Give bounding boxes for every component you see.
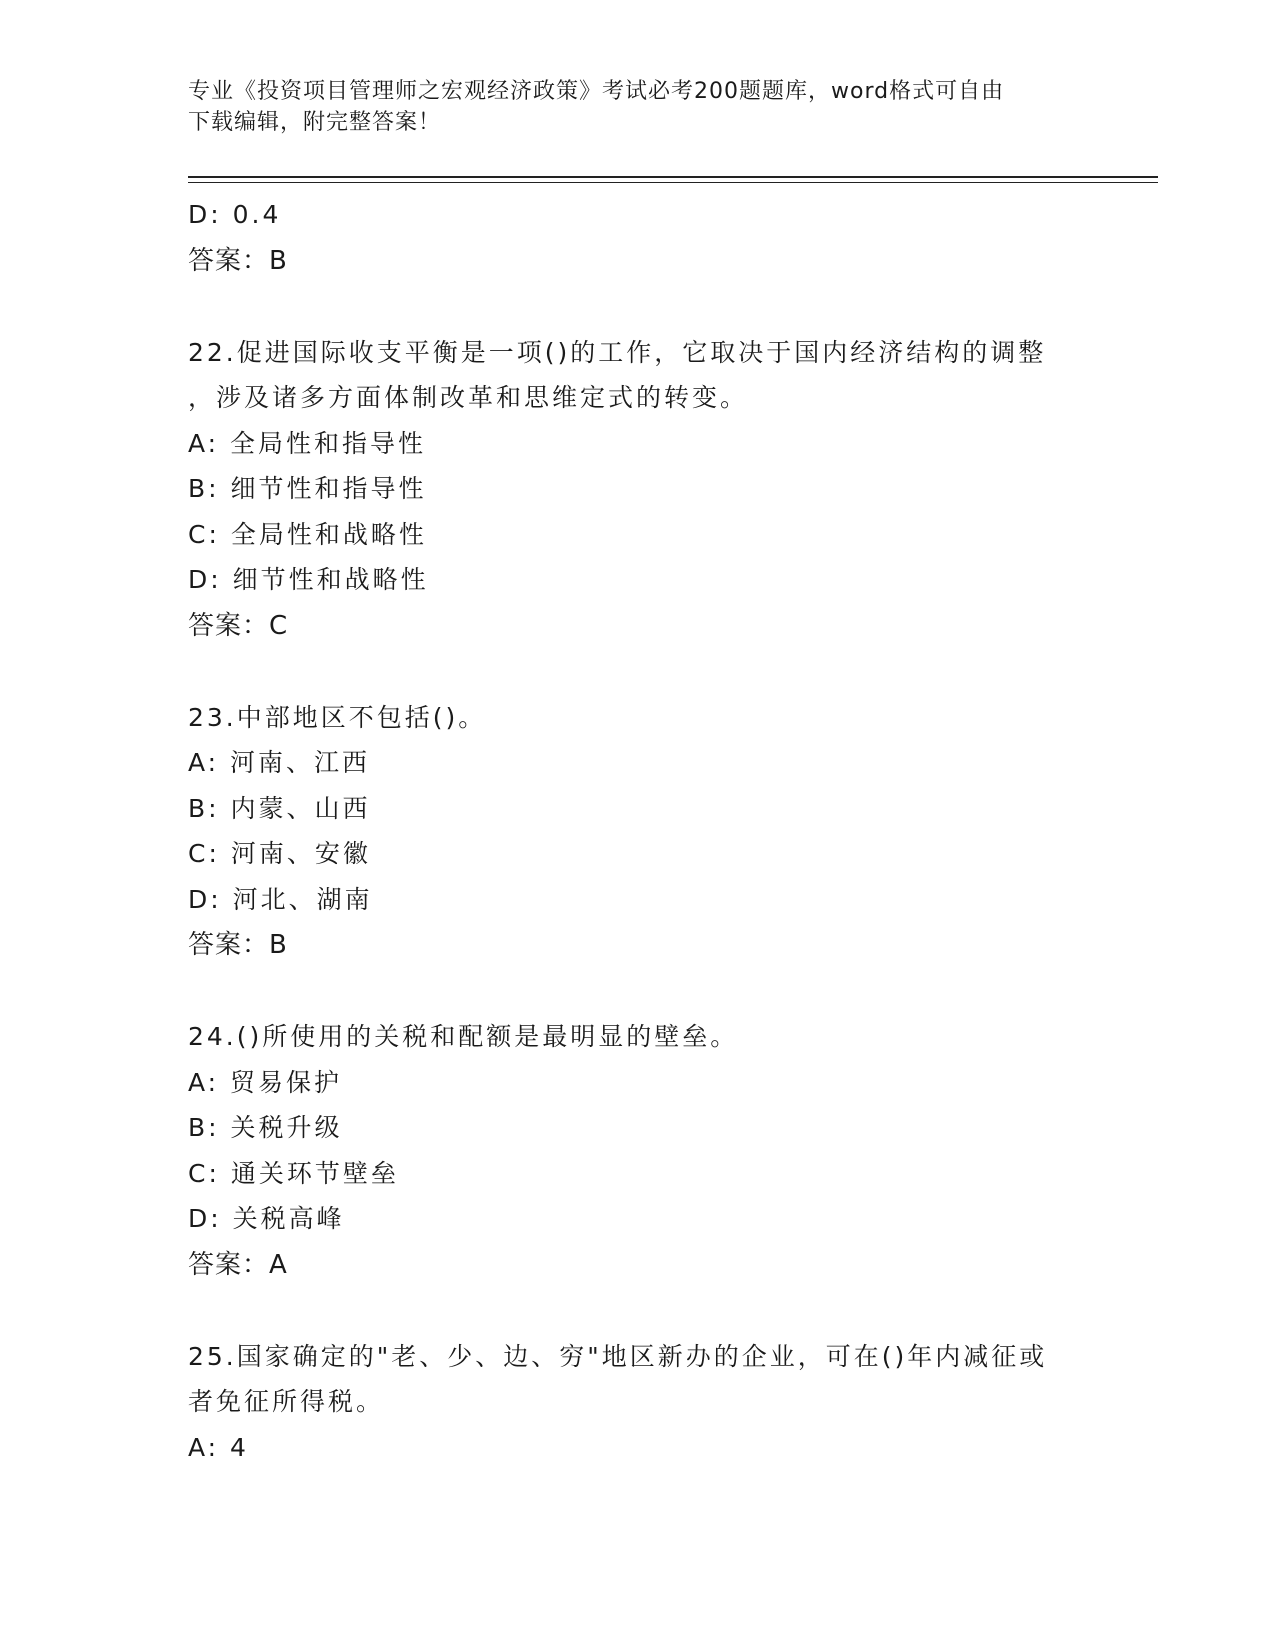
question-content (188, 192, 1148, 1470)
question-23 (188, 695, 1148, 969)
option-c: C: 通关环节壁垒 (188, 1158, 399, 1188)
question-title: 23.中部地区不包括()。 (188, 702, 487, 732)
question-title: 24.()所使用的关税和配额是最明显的壁垒。 (188, 1022, 739, 1051)
option-d: D: 河北、湖南 (188, 884, 373, 914)
answer: 答案：B (188, 245, 288, 276)
question-title: 25.国家确定的"老、少、边、穷"地区新办的企业，可在()年内减征或 (188, 1341, 1048, 1371)
answer: 答案：B (188, 930, 288, 960)
option-d: D: 细节性和战略性 (188, 565, 429, 594)
question-24 (188, 1014, 1148, 1288)
document-header (188, 76, 1088, 138)
option-a: A: 河南、江西 (188, 748, 371, 777)
option-d: D: 0.4 (188, 200, 282, 229)
option-a: A: 贸易保护 (188, 1067, 343, 1097)
option-a: A: 4 (188, 1432, 249, 1462)
question-title-cont: ，涉及诸多方面体制改革和思维定式的转变。 (188, 383, 749, 412)
option-c: C: 河南、安徽 (188, 839, 371, 868)
option-c: C: 全局性和战略性 (188, 519, 427, 549)
option-b: B: 内蒙、山西 (188, 793, 371, 823)
question-title: 22.促进国际收支平衡是一项()的工作，它取决于国内经济结构的调整 (188, 337, 1047, 367)
header-line-1: 专业《投资项目管理师之宏观经济政策》考试必考200题题库，word格式可自由 (188, 79, 1005, 104)
option-b: B: 关税升级 (188, 1113, 343, 1142)
option-a: A: 全局性和指导性 (188, 428, 427, 458)
header-divider-thin (188, 182, 1158, 183)
answer: 答案：C (188, 610, 289, 641)
question-title-cont: 者免征所得税。 (188, 1387, 385, 1416)
question-25 (188, 1334, 1148, 1471)
option-d: D: 关税高峰 (188, 1204, 345, 1233)
answer: 答案：A (188, 1249, 288, 1280)
header-line-2: 下载编辑，附完整答案！ (188, 110, 442, 135)
option-b: B: 细节性和指导性 (188, 474, 427, 503)
header-divider-thick (188, 176, 1158, 178)
question-22 (188, 330, 1148, 649)
